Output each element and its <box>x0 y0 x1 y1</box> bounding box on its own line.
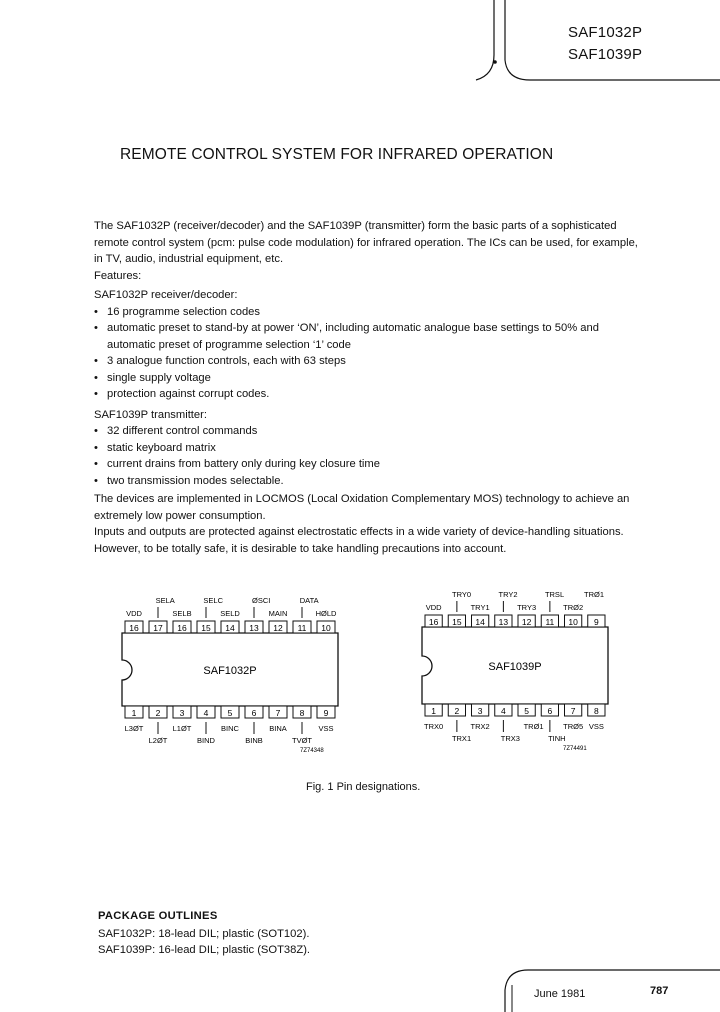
top-pin-label: TRY2 <box>498 590 518 599</box>
top-pin-number: 17 <box>153 623 163 633</box>
top-pin-number: 16 <box>177 623 187 633</box>
bottom-pin-number: 6 <box>547 706 553 716</box>
bottom-pin-number: 1 <box>431 706 436 716</box>
receiver-heading: SAF1032P receiver/decoder: <box>94 289 238 301</box>
bottom-pin-label: TVØT <box>292 736 312 745</box>
bottom-pin-number: 8 <box>594 706 599 716</box>
bottom-pin-number: 6 <box>251 708 257 718</box>
chip-name: SAF1039P <box>488 661 542 673</box>
top-pin-number: 16 <box>428 617 439 627</box>
top-pin-label: SELC <box>203 596 223 605</box>
bottom-pin-number: 3 <box>179 708 185 718</box>
bottom-pin-label: TINH <box>548 734 566 743</box>
top-pin-label: MAIN <box>268 609 288 618</box>
top-pin-number: 16 <box>129 623 139 633</box>
list-item: • current drains from battery only during key closure time <box>94 456 644 473</box>
top-pin-number: 15 <box>452 617 462 627</box>
bottom-pin-number: 4 <box>501 706 506 716</box>
top-pin-number: 14 <box>475 617 485 627</box>
chip-name: SAF1032P <box>203 665 257 677</box>
list-item: • single supply voltage <box>94 370 644 387</box>
bottom-pin-label: TRØ5 <box>563 722 584 731</box>
list-item: • 16 programme selection codes <box>94 304 644 321</box>
list-item: • static keyboard matrix <box>94 440 644 457</box>
drawing-code: 7Z74491 <box>563 746 587 752</box>
page-number: 787 <box>650 985 669 997</box>
list-item: • protection against corrupt codes. <box>94 386 644 403</box>
header-part-2: SAF1039P <box>568 46 643 63</box>
bottom-pin-number: 7 <box>570 706 576 716</box>
list-item: • automatic preset to stand-by at power ‘ON’, including automatic analogue base settings to 50% and automatic preset of programme selection ‘1’ code <box>94 320 644 353</box>
bottom-pin-number: 8 <box>299 708 305 718</box>
top-pin-label: VDD <box>425 603 442 612</box>
top-pin-number: 11 <box>545 617 555 627</box>
transmitter-heading: SAF1039P transmitter: <box>94 408 207 421</box>
bottom-pin-label: TRX3 <box>500 734 520 743</box>
bottom-pin-label: L2ØT <box>148 736 168 745</box>
top-pin-label: DATA <box>299 596 319 605</box>
bottom-pin-label: VSS <box>318 724 334 733</box>
bottom-pin-label: TRØ1 <box>523 722 544 731</box>
bottom-pin-number: 9 <box>323 708 329 718</box>
top-pin-number: 15 <box>201 623 211 633</box>
header-part-1: SAF1032P <box>568 24 643 41</box>
bottom-pin-label: BIND <box>197 736 215 745</box>
protection-paragraph: Inputs and outputs are protected against electrostatic effects in a wide variety of device-handling situations. However, to be totally safe, it is desirable to take handling precautions into account. <box>94 526 624 555</box>
bottom-pin-number: 2 <box>155 708 161 718</box>
top-pin-label: TRØ1 <box>584 590 605 599</box>
drawing-code: 7Z74348 <box>300 748 324 754</box>
locmos-paragraph: The devices are implemented in LOCMOS (Local Oxidation Complementary MOS) technology to achieve an extremely low power consumption. <box>94 493 630 522</box>
top-pin-number: 10 <box>321 623 331 633</box>
bottom-pin-label: BINC <box>221 724 239 733</box>
bottom-pin-label: L3ØT <box>124 724 144 733</box>
top-pin-label: SELD <box>220 609 240 618</box>
bottom-pin-number: 1 <box>131 708 137 718</box>
bottom-pin-number: 7 <box>275 708 281 718</box>
bottom-pin-number: 3 <box>477 706 483 716</box>
bottom-pin-label: TRX1 <box>451 734 472 743</box>
top-pin-number: 14 <box>225 623 235 633</box>
bottom-pin-label: BINA <box>269 724 287 733</box>
top-pin-label: TRY1 <box>470 603 490 612</box>
top-pin-label: TRØ2 <box>563 603 584 612</box>
top-pin-number: 12 <box>273 623 283 633</box>
package-line-1: SAF1032P: 18-lead DIL; plastic (SOT102). <box>98 928 310 940</box>
bottom-pin-number: 2 <box>454 706 460 716</box>
top-pin-label: SELA <box>155 596 175 605</box>
top-pin-label: VDD <box>126 609 142 618</box>
chip-saf1039p <box>422 590 608 752</box>
top-pin-number: 11 <box>297 623 307 633</box>
top-pin-number: 13 <box>498 617 509 627</box>
package-line-2: SAF1039P: 16-lead DIL; plastic (SOT38Z). <box>98 944 311 956</box>
package-outlines <box>98 908 310 958</box>
top-pin-label: TRY0 <box>452 590 472 599</box>
top-pin-label: SELB <box>172 609 192 618</box>
top-pin-label: HØLD <box>315 609 337 618</box>
top-pin-label: ØSCI <box>252 596 271 605</box>
intro-paragraph: The SAF1032P (receiver/decoder) and the SAF1039P (transmitter) form the basic parts of a sophisticated remote control system (pcm: pulse code modulation) for infrared operation. The ICs can be used, for example, in TV, audio, industrial equipment, etc. <box>94 220 638 265</box>
bottom-pin-number: 5 <box>524 706 529 716</box>
bottom-pin-number: 5 <box>227 708 233 718</box>
chip-saf1032p <box>122 596 338 754</box>
features-label: Features: <box>94 269 142 282</box>
list-item: • 3 analogue function controls, each with 63 steps <box>94 353 644 370</box>
list-item: • 32 different control commands <box>94 423 644 440</box>
figure-caption: Fig. 1 Pin designations. <box>306 781 421 793</box>
bottom-pin-label: VSS <box>588 722 604 731</box>
footer-date: June 1981 <box>534 988 586 1000</box>
top-pin-number: 12 <box>521 617 532 627</box>
bottom-pin-label: TRX2 <box>470 722 490 731</box>
bottom-pin-label: BINB <box>245 736 263 745</box>
bottom-pin-number: 4 <box>203 708 209 718</box>
top-pin-number: 9 <box>594 617 599 627</box>
top-pin-label: TRSL <box>544 590 565 599</box>
top-pin-number: 13 <box>249 623 259 633</box>
package-heading: PACKAGE OUTLINES <box>98 910 218 922</box>
bottom-pin-label: L1ØT <box>172 724 192 733</box>
page-title: REMOTE CONTROL SYSTEM FOR INFRARED OPERATION <box>120 146 554 163</box>
bottom-pin-label: TRX0 <box>424 722 444 731</box>
top-pin-number: 10 <box>568 617 578 627</box>
list-item: • two transmission modes selectable. <box>94 473 644 490</box>
top-pin-label: TRY3 <box>517 603 537 612</box>
